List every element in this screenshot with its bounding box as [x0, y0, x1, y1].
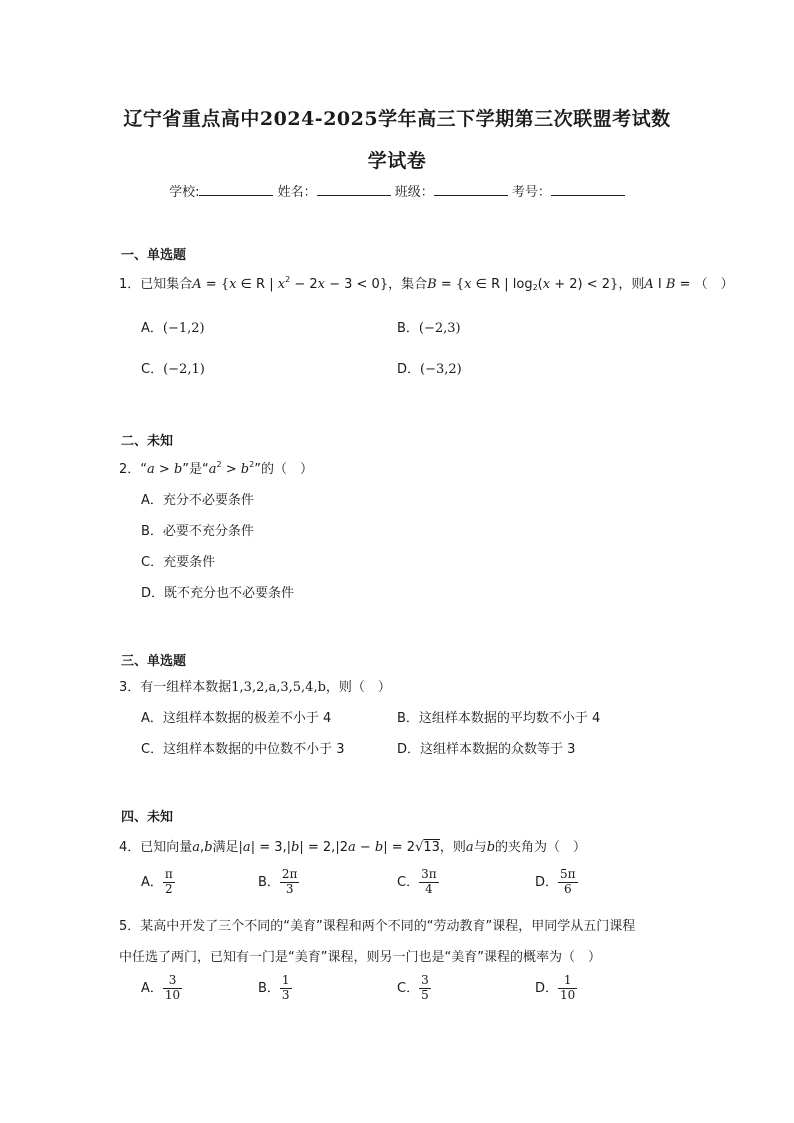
q5-option-a: A． $\frac{3}{10}$: [141, 973, 181, 1002]
student-info-row: [0, 181, 794, 200]
q5-option-b: B． $\frac{1}{3}$: [258, 973, 290, 1002]
name-label: 姓名：: [277, 185, 317, 200]
question-5-line1: 5．某高中开发了三个不同的“美育”课程和两个不同的“劳动教育”课程，甲同学从五门课程: [119, 919, 636, 934]
q5-option-d: D． $\frac{1}{10}$: [535, 973, 576, 1002]
q1-option-c: C．(−2,1): [141, 362, 205, 377]
q2-option-a: A．充分不必要条件: [141, 493, 254, 508]
q5-option-c: C． $\frac{3}{5}$: [397, 973, 429, 1002]
q2-option-b: B．必要不充分条件: [141, 524, 254, 539]
question-5-line2: 中任选了两门，已知有一门是“美育”课程，则另一门也是“美育”课程的概率为（ ）: [119, 950, 601, 965]
question-4: 4．已知向量a,b满足|a| = 3,|b| = 2,|2a − b| = 2√13，则a与b的夹角为（ ）: [119, 840, 587, 855]
q4-option-d: D． $\frac{5\pi}{6}$: [535, 867, 576, 896]
q3-option-b: B．这组样本数据的平均数不小于 4: [397, 711, 601, 726]
question-3: 3．有一组样本数据1,3,2,a,3,5,4,b，则（ ）: [119, 680, 391, 695]
q4-option-c: C． $\frac{3\pi}{4}$: [397, 867, 437, 896]
q2-option-c: C．充要条件: [141, 555, 216, 570]
page-title-line1: 辽宁省重点高中2024-2025学年高三下学期第三次联盟考试数: [123, 108, 671, 130]
sample-data: 1,3,2,a,3,5,4,b: [231, 680, 326, 695]
q1-option-b: B．(−2,3): [397, 321, 461, 336]
question-1: 1．已知集合A = {x ∈ R | $x^2 - 2x - 3 < 0$}，集合B = {x ∈ R | $\log_2(x + 2) < 2$}，则A I B = （ ）: [119, 275, 734, 292]
school-blank: [199, 183, 273, 196]
page-title-line2: 学试卷: [367, 150, 427, 172]
q3-option-c: C．这组样本数据的中位数不小于 3: [141, 742, 345, 757]
q3-option-d: D．这组样本数据的众数等于 3: [397, 742, 576, 757]
school-label: 学校:: [169, 185, 200, 200]
name-blank: [317, 183, 391, 196]
q1-option-d: D．(−3,2): [397, 362, 462, 377]
section-heading-2: 二、未知: [121, 434, 174, 449]
section-heading-3: 三、单选题: [121, 654, 187, 669]
section-heading-4: 四、未知: [121, 810, 174, 825]
set-b-expr: B: [427, 277, 437, 292]
q4-option-b: B． $\frac{2\pi}{3}$: [258, 867, 298, 896]
exam-no-label: 考号：: [511, 185, 551, 200]
exam-no-blank: [551, 183, 625, 196]
class-label: 班级：: [394, 185, 434, 200]
set-a-expr: A: [192, 277, 202, 292]
q4-option-a: A． $\frac{\pi}{2}$: [141, 867, 173, 896]
q1-option-a: A．(−1,2): [141, 321, 205, 336]
class-blank: [434, 183, 508, 196]
question-2: 2．“a > b”是“$a^2 > b^2$”的（ ）: [119, 460, 313, 477]
section-heading-1: 一、单选题: [121, 248, 187, 263]
q2-option-d: D．既不充分也不必要条件: [141, 586, 295, 601]
q3-option-a: A．这组样本数据的极差不小于 4: [141, 711, 332, 726]
